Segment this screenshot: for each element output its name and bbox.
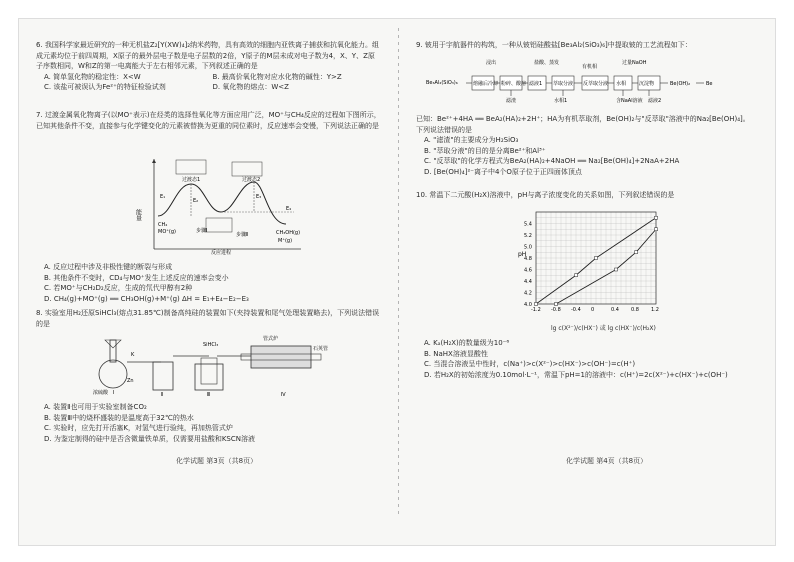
y-tick-label: 5.4 (524, 221, 532, 228)
q8-option-d: D. 为鉴定制得的硅中是否含微量铁单质，仅需要用盐酸和KSCN溶液 (44, 434, 255, 443)
question-7 (36, 110, 381, 131)
reactant-mo: MO⁺(g) (158, 229, 176, 235)
e1-label: E₁ (160, 194, 166, 200)
flow-back: 反萃取分液 (583, 81, 609, 87)
q9-stem: 9. 铍用于宇航器件的构筑，一种从铍铝硅酸盐[Be₃Al₂(SiO₃)₆]中提取铍的工艺流程如下： (416, 41, 692, 49)
bubbler-iii (201, 358, 217, 384)
flow-raw: Be₃Al₂(SiO₃)₆ (426, 80, 458, 86)
x-axis-label: lg c(X²⁻)/c(HX⁻) 或 lg c(HX⁻)/c(H₂X) (551, 325, 656, 332)
q9-ask: 下列说法错误的是 (416, 125, 472, 134)
e2-label: E₂ (193, 198, 199, 204)
reaction-progress-label: 反应进程 (211, 250, 232, 256)
flow-naal: 含NaAl溶液 (616, 98, 643, 104)
q10-option-d: D. 若H₂X的初始浓度为0.10mol·L⁻¹，常温下pH=1的溶液中：c(H⁺)=2c(X²⁻)+c(HX⁻)+c(OH⁻) (424, 370, 728, 379)
page-4 (416, 18, 761, 546)
q8-stem: 8. 实验室用H₂还原SiHCl₃(熔点31.85℃)制备高纯硅的装置如下(夹持装置和尾气处理装置略去)，下列说法错误的是 (36, 309, 380, 328)
data-point (655, 228, 658, 231)
flow-filtrate2: 滤液2 (648, 98, 662, 104)
question-10 (416, 190, 761, 201)
device-i-label: Ⅰ (113, 390, 115, 396)
funnel-top (105, 340, 121, 348)
product-ch3oh: CH₃OH(g) (276, 230, 301, 236)
flow-naoh: 过量NaOH (622, 60, 647, 66)
q7-option-c: C. 若MO⁺与CH₂D₂反应，生成的氘代甲醇有2种 (44, 284, 193, 292)
page-footer-right: 化学试题 第4页（共8页） (566, 457, 648, 465)
tube-furnace (251, 346, 311, 368)
data-point (535, 303, 538, 306)
q10-option-c: C. 当混合溶液呈中性时，c(Na⁺)>c(X²⁻)>c(HX⁻)>c(OH⁻)=c(H⁺) (424, 360, 636, 368)
y-tick-label: 5.0 (524, 244, 532, 251)
y-tick-label: 4.8 (524, 256, 532, 262)
device-iv-label: Ⅳ (281, 392, 286, 398)
funnel-i (110, 340, 116, 362)
data-point (555, 303, 558, 306)
question-6 (36, 40, 381, 93)
q7-option-a: A. 反应过程中涉及非极性键的断裂与形成 (44, 263, 173, 271)
valve-k-label: K (131, 352, 135, 358)
device-ii-label: Ⅱ (161, 392, 164, 398)
y-tick-label: 4.4 (524, 279, 532, 285)
quartz-tube-label: 石英管 (313, 346, 329, 352)
flow-leach: 浸出 (486, 60, 497, 66)
process-flowchart (426, 54, 756, 110)
question-8-options (36, 402, 381, 444)
q10-option-b: B. NaHX溶液显酸性 (424, 349, 488, 358)
q6-option-a: A. 简单氢化物的稳定性：X<W (44, 72, 141, 81)
sihcl3-label: SiHCl₃ (203, 342, 219, 348)
flow-hcl: 盐酸、蒸发 (534, 60, 560, 66)
q7-stem: 7. 过渡金属氧化物离子(以MO⁺表示)在烃类的选择性氧化等方面应用广泛，MO⁺与CH₄反应的过程如下图所示，已知其他条件不变，直接参与化学键变化的元素被替换为更重的同位素时，反应速率会变慢，下列说法正确的是 (36, 111, 381, 130)
flow-precip: 沉淀物 (639, 81, 655, 87)
q6-option-b: B. 最高价氧化物对应水化物的碱性：Y>Z (212, 72, 342, 81)
q6-option-c: C. 该盐可被误认为Fe²⁺的特征检验试剂 (44, 83, 166, 91)
bottle-ii (153, 362, 173, 390)
question-7-options (36, 262, 381, 304)
q8-option-b: B. 装置Ⅲ中的烧杯盛装的是温度高于32℃的热水 (44, 413, 194, 422)
flask-i (99, 360, 127, 388)
y-axis-arrow (152, 159, 156, 163)
flow-aq1: 水相1 (554, 98, 568, 104)
q8-option-c: C. 实验时，应先打开活塞K，对氢气进行验纯，再加热管式炉 (44, 424, 233, 432)
x-tick-label: 0.8 (631, 307, 639, 313)
y-tick-label: 5.2 (524, 233, 532, 239)
q9-note: 已知：Be²⁺+4HA ══ BeA₂(HA)₂+2H⁺；HA为有机萃取剂，Be(OH)₂与"反萃取"溶液中的Na₂[Be(OH)₄]。 (416, 115, 750, 123)
page-footer-left: 化学试题 第3页（共8页） (176, 457, 258, 465)
question-8 (36, 308, 381, 329)
ts2-structure (232, 162, 262, 176)
flow-organic: 有机相 (582, 64, 598, 70)
x-tick-label: -0.8 (551, 307, 561, 313)
flow-filtrate1: 滤液1 (529, 81, 543, 87)
data-point (635, 251, 638, 254)
question-9-body (416, 114, 761, 177)
e3-label: E₃ (256, 194, 262, 200)
energy-curve (158, 182, 286, 224)
ph-chart (516, 204, 666, 324)
data-point (595, 257, 598, 260)
ts1-structure (176, 160, 206, 174)
flow-melt: 熔融后冷却 (473, 81, 499, 87)
question-10-options (416, 338, 761, 380)
conc-sulfuric-label: 浓硫酸 (93, 390, 109, 396)
tube-furnace-label: 管式炉 (263, 336, 279, 342)
data-point (655, 216, 658, 219)
page-3 (36, 18, 381, 546)
ts1-label: 过渡态1 (182, 177, 201, 183)
q8-option-a: A. 装置Ⅱ也可用于实验室制备CO₂ (44, 403, 147, 411)
ts2-label: 过渡态2 (242, 177, 261, 183)
q9-option-c: C. "反萃取"的化学方程式为BeA₂(HA)₂+4NaOH ══ Na₂[Be(OH)₄]+2NaA+2HA (424, 157, 680, 165)
flow-acid: 粉碎、酸溶 (501, 81, 527, 87)
energy-profile-diagram (136, 154, 306, 254)
y-axis-label: pH (518, 251, 527, 258)
data-point (575, 274, 578, 277)
x-tick-label: -1.2 (531, 307, 541, 313)
q7-option-d: D. CH₄(g)+MO⁺(g) ══ CH₃OH(g)+M⁺(g) ΔH = E₁+E₄−E₂−E₃ (44, 294, 249, 303)
energy-axis-label: 能量 (134, 209, 142, 221)
product-m: M⁺(g) (278, 238, 293, 244)
zn-label: Zn (127, 378, 134, 384)
q9-option-a: A. "滤渣"的主要成分为H₂SiO₃ (424, 136, 519, 144)
y-tick-label: 4.0 (524, 302, 532, 308)
q7-option-b: B. 其他条件不变时，CD₄与MO⁺发生上述反应的速率会变小 (44, 273, 229, 282)
device-iii-label: Ⅲ (207, 392, 211, 398)
binding-gutter (398, 28, 399, 518)
q6-option-d: D. 氧化物的熔点：W<Z (212, 83, 289, 91)
y-tick-label: 4.2 (524, 290, 532, 297)
q10-option-a: A. Kₐ(H₂X)的数量级为10⁻⁶ (424, 339, 510, 347)
step1-label: 步骤Ⅰ (196, 228, 208, 234)
exam-sheet (18, 18, 776, 546)
q6-stem: 6. 我国科学家最近研究的一种无机盐Z₂[Y(XW)₄]₂纳米药物，具有高效的细胞内亚铁离子捕获和抗氧化能力。组成元素均位于前四周期，X原子的最外层电子数是电子层数的2倍，Y原子的M层未成对电子数为4，X、Y、Z原子序数相同，W和Z的第一电离能大于左右相邻元素，下列叙述正确的是 (36, 41, 380, 70)
q10-stem: 10. 常温下二元酸(H₂X)溶液中，pH与离子浓度变化的关系如图，下列叙述错误的是 (416, 191, 675, 199)
x-tick-label: 0 (591, 307, 595, 313)
x-tick-label: -0.4 (571, 307, 581, 313)
flow-aq: 水相 (616, 81, 627, 87)
reactant-ch4: CH₄ (158, 222, 168, 228)
flow-extract: 萃取分液 (553, 81, 574, 87)
flow-beoh2: Be(OH)₂ (670, 81, 691, 87)
flow-residue: 滤渣 (506, 98, 517, 104)
q9-option-b: B. "萃取分液"的目的是分离Be²⁺和Al³⁺ (424, 146, 546, 155)
x-tick-label: 0.4 (611, 307, 619, 313)
question-9 (416, 40, 761, 51)
e4-label: E₄ (286, 206, 292, 212)
step2-label: 步骤Ⅱ (236, 232, 249, 238)
y-tick-label: 4.6 (524, 267, 532, 274)
q9-option-d: D. [Be(OH)₄]²⁻离子中4个O原子位于正四面体顶点 (424, 167, 582, 176)
flow-be: Be (706, 81, 713, 87)
beaker-iii (195, 364, 223, 390)
apparatus-diagram (91, 332, 351, 396)
chart-ticks (524, 222, 659, 314)
x-tick-label: 1.2 (651, 307, 659, 313)
intermediate-structure (206, 218, 232, 232)
data-point (615, 268, 618, 271)
